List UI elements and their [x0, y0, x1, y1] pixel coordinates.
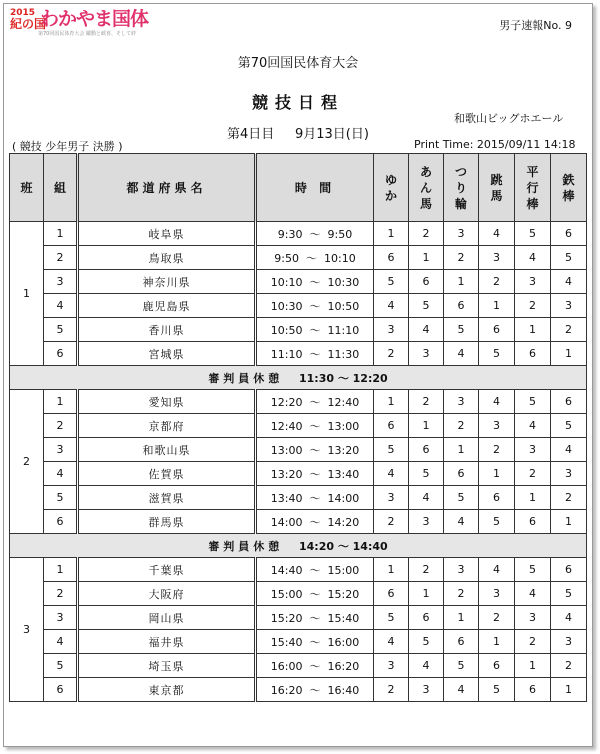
- break-time: 11:30 ～ 12:20: [298, 371, 388, 385]
- prefecture-cell: 和歌山県: [78, 438, 256, 462]
- kumi-cell: 6: [44, 510, 78, 534]
- floor-order-cell: 1: [374, 222, 409, 246]
- end-time: 11:30: [327, 347, 360, 361]
- header-char: 棒: [526, 196, 539, 211]
- day-label: 第4日目: [227, 127, 275, 142]
- start-time: 10:30: [270, 299, 303, 313]
- time-cell: 15:40 ～ 16:00: [256, 630, 374, 654]
- header-char: 馬: [419, 196, 432, 211]
- end-time: 15:20: [327, 587, 360, 601]
- end-time: 15:00: [327, 563, 360, 577]
- rings-order-cell: 5: [444, 318, 479, 342]
- kumi-cell: 3: [44, 606, 78, 630]
- pommel-order-cell: 4: [409, 318, 444, 342]
- rings-order-cell: 4: [444, 678, 479, 702]
- hbar-order-cell: 4: [551, 606, 587, 630]
- rings-order-cell: 4: [444, 342, 479, 366]
- header-char: り: [454, 180, 467, 195]
- kokutai-logo: [10, 8, 160, 37]
- time-cell: 12:20 ～ 12:40: [256, 390, 374, 414]
- time-cell: 15:20 ～ 15:40: [256, 606, 374, 630]
- rings-order-cell: 1: [444, 606, 479, 630]
- table-row: [10, 582, 587, 606]
- prefecture-cell: 岡山県: [78, 606, 256, 630]
- start-time: 10:10: [270, 275, 303, 289]
- end-time: 9:50: [327, 227, 353, 241]
- floor-order-cell: 1: [374, 390, 409, 414]
- time-cell: 14:40 ～ 15:00: [256, 558, 374, 582]
- header-vault: [479, 154, 515, 222]
- kumi-cell: 4: [44, 462, 78, 486]
- date-label: 9月13日(日): [294, 127, 369, 142]
- pbars-order-cell: 2: [515, 630, 551, 654]
- pommel-order-cell: 3: [409, 510, 444, 534]
- header-char: あ: [419, 164, 432, 179]
- pbars-order-cell: 4: [515, 582, 551, 606]
- floor-order-cell: 2: [374, 510, 409, 534]
- event-title: 第70回国民体育大会: [237, 56, 359, 71]
- floor-order-cell: 5: [374, 606, 409, 630]
- end-time: 14:00: [327, 491, 360, 505]
- header-han: 班: [10, 154, 44, 222]
- pbars-order-cell: 1: [515, 318, 551, 342]
- hbar-order-cell: 2: [551, 654, 587, 678]
- pbars-order-cell: 3: [515, 606, 551, 630]
- pbars-order-cell: 4: [515, 246, 551, 270]
- hbar-order-cell: 2: [551, 318, 587, 342]
- floor-order-cell: 3: [374, 486, 409, 510]
- prefecture-cell: 東京都: [78, 678, 256, 702]
- rings-order-cell: 2: [444, 414, 479, 438]
- rings-order-cell: 6: [444, 462, 479, 486]
- end-time: 10:30: [327, 275, 360, 289]
- kumi-cell: 5: [44, 486, 78, 510]
- venue: 和歌山ビッグホエール: [454, 112, 564, 125]
- floor-order-cell: 2: [374, 678, 409, 702]
- time-cell: 14:00 ～ 14:20: [256, 510, 374, 534]
- pommel-order-cell: 6: [409, 438, 444, 462]
- rings-order-cell: 1: [444, 438, 479, 462]
- kumi-cell: 3: [44, 438, 78, 462]
- pommel-order-cell: 6: [409, 606, 444, 630]
- kumi-cell: 1: [44, 390, 78, 414]
- header-parallel-bars: [515, 154, 551, 222]
- vault-order-cell: 3: [479, 414, 515, 438]
- prefecture-cell: 神奈川県: [78, 270, 256, 294]
- prefecture-cell: 京都府: [78, 414, 256, 438]
- table-row: [10, 510, 587, 534]
- schedule-table: [9, 153, 587, 702]
- pbars-order-cell: 6: [515, 678, 551, 702]
- prefecture-cell: 埼玉県: [78, 654, 256, 678]
- floor-order-cell: 1: [374, 558, 409, 582]
- time-cell: 13:00 ～ 13:20: [256, 438, 374, 462]
- vault-order-cell: 2: [479, 270, 515, 294]
- hbar-order-cell: 5: [551, 414, 587, 438]
- han-cell: 3: [10, 558, 44, 702]
- vault-order-cell: 4: [479, 222, 515, 246]
- hbar-order-cell: 3: [551, 294, 587, 318]
- floor-order-cell: 2: [374, 342, 409, 366]
- rings-order-cell: 6: [444, 630, 479, 654]
- pommel-order-cell: 1: [409, 414, 444, 438]
- table-row: [10, 654, 587, 678]
- hbar-order-cell: 6: [551, 222, 587, 246]
- kumi-cell: 1: [44, 222, 78, 246]
- table-header-row: [10, 154, 587, 222]
- floor-order-cell: 6: [374, 246, 409, 270]
- page-title: 競技日程: [251, 93, 344, 112]
- han-cell: 2: [10, 390, 44, 534]
- time-cell: 16:20 ～ 16:40: [256, 678, 374, 702]
- rings-order-cell: 4: [444, 510, 479, 534]
- pbars-order-cell: 1: [515, 654, 551, 678]
- vault-order-cell: 2: [479, 438, 515, 462]
- logo-kinokuni: 紀の国: [10, 17, 47, 31]
- break-label: 審判員休憩: [208, 371, 284, 385]
- start-time: 11:10: [270, 347, 303, 361]
- vault-order-cell: 1: [479, 630, 515, 654]
- vault-order-cell: 6: [479, 486, 515, 510]
- vault-order-cell: 6: [479, 318, 515, 342]
- hbar-order-cell: 6: [551, 558, 587, 582]
- time-cell: 10:50 ～ 11:10: [256, 318, 374, 342]
- end-time: 12:40: [327, 395, 360, 409]
- hbar-order-cell: 3: [551, 462, 587, 486]
- time-cell: 13:20 ～ 13:40: [256, 462, 374, 486]
- kumi-cell: 2: [44, 414, 78, 438]
- pommel-order-cell: 1: [409, 582, 444, 606]
- pommel-order-cell: 3: [409, 678, 444, 702]
- rings-order-cell: 5: [444, 654, 479, 678]
- header-char: ん: [419, 180, 432, 195]
- hbar-order-cell: 2: [551, 486, 587, 510]
- pommel-order-cell: 4: [409, 486, 444, 510]
- table-row: [10, 270, 587, 294]
- floor-order-cell: 3: [374, 654, 409, 678]
- header-floor: [374, 154, 409, 222]
- header-char: 棒: [562, 188, 575, 203]
- table-row: [10, 606, 587, 630]
- header-kumi: 組: [44, 154, 78, 222]
- floor-order-cell: 6: [374, 414, 409, 438]
- vault-order-cell: 1: [479, 294, 515, 318]
- bulletin-number: 男子速報No. 9: [499, 19, 572, 32]
- prefecture-cell: 愛知県: [78, 390, 256, 414]
- floor-order-cell: 6: [374, 582, 409, 606]
- header-pommel: [409, 154, 444, 222]
- table-row: [10, 438, 587, 462]
- break-cell: [10, 366, 587, 390]
- vault-order-cell: 3: [479, 582, 515, 606]
- pbars-order-cell: 1: [515, 486, 551, 510]
- rings-order-cell: 3: [444, 558, 479, 582]
- kumi-cell: 6: [44, 342, 78, 366]
- end-time: 10:50: [327, 299, 360, 313]
- header-rings: [444, 154, 479, 222]
- table-body: [10, 222, 587, 702]
- break-row: [10, 366, 587, 390]
- start-time: 16:00: [270, 659, 303, 673]
- print-time: Print Time: 2015/09/11 14:18: [414, 138, 576, 151]
- pbars-order-cell: 5: [515, 390, 551, 414]
- pommel-order-cell: 2: [409, 558, 444, 582]
- kumi-cell: 1: [44, 558, 78, 582]
- floor-order-cell: 4: [374, 630, 409, 654]
- pommel-order-cell: 4: [409, 654, 444, 678]
- vault-order-cell: 5: [479, 678, 515, 702]
- end-time: 13:20: [327, 443, 360, 457]
- pommel-order-cell: 6: [409, 270, 444, 294]
- break-row: [10, 534, 587, 558]
- vault-order-cell: 4: [479, 390, 515, 414]
- start-time: 14:00: [270, 515, 303, 529]
- end-time: 16:00: [327, 635, 360, 649]
- time-cell: 9:30 ～ 9:50: [256, 222, 374, 246]
- rings-order-cell: 1: [444, 270, 479, 294]
- header-horizontal-bar: [551, 154, 587, 222]
- prefecture-cell: 鳥取県: [78, 246, 256, 270]
- start-time: 12:40: [270, 419, 303, 433]
- rings-order-cell: 6: [444, 294, 479, 318]
- start-time: 10:50: [270, 323, 303, 337]
- header-char: 鉄: [562, 172, 575, 187]
- break-label: 審判員休憩: [208, 539, 284, 553]
- header-char: か: [384, 188, 397, 203]
- logo-year: 2015: [10, 8, 36, 18]
- floor-order-cell: 3: [374, 318, 409, 342]
- vault-order-cell: 1: [479, 462, 515, 486]
- floor-order-cell: 5: [374, 270, 409, 294]
- pbars-order-cell: 2: [515, 294, 551, 318]
- start-time: 13:00: [270, 443, 303, 457]
- pommel-order-cell: 2: [409, 222, 444, 246]
- time-cell: 11:10 ～ 11:30: [256, 342, 374, 366]
- hbar-order-cell: 4: [551, 270, 587, 294]
- header-char: 平: [526, 164, 539, 179]
- end-time: 13:40: [327, 467, 360, 481]
- table-row: [10, 342, 587, 366]
- header-prefecture: 都道府県名: [78, 154, 256, 222]
- pbars-order-cell: 4: [515, 414, 551, 438]
- prefecture-cell: 鹿児島県: [78, 294, 256, 318]
- prefecture-cell: 滋賀県: [78, 486, 256, 510]
- time-cell: 10:30 ～ 10:50: [256, 294, 374, 318]
- end-time: 13:00: [327, 419, 360, 433]
- prefecture-cell: 岐阜県: [78, 222, 256, 246]
- prefecture-cell: 香川県: [78, 318, 256, 342]
- pbars-order-cell: 3: [515, 270, 551, 294]
- vault-order-cell: 5: [479, 510, 515, 534]
- header-char: ゆ: [384, 172, 397, 187]
- table-row: [10, 318, 587, 342]
- floor-order-cell: 4: [374, 462, 409, 486]
- rings-order-cell: 3: [444, 390, 479, 414]
- header-char: 馬: [490, 188, 503, 203]
- table-row: [10, 390, 587, 414]
- start-time: 9:30: [277, 227, 303, 241]
- vault-order-cell: 6: [479, 654, 515, 678]
- start-time: 15:20: [270, 611, 303, 625]
- pbars-order-cell: 5: [515, 222, 551, 246]
- pbars-order-cell: 6: [515, 510, 551, 534]
- start-time: 15:40: [270, 635, 303, 649]
- vault-order-cell: 3: [479, 246, 515, 270]
- rings-order-cell: 2: [444, 246, 479, 270]
- hbar-order-cell: 1: [551, 342, 587, 366]
- pbars-order-cell: 2: [515, 462, 551, 486]
- kumi-cell: 3: [44, 270, 78, 294]
- pommel-order-cell: 1: [409, 246, 444, 270]
- hbar-order-cell: 6: [551, 390, 587, 414]
- hbar-order-cell: 1: [551, 678, 587, 702]
- floor-order-cell: 4: [374, 294, 409, 318]
- pommel-order-cell: 2: [409, 390, 444, 414]
- end-time: 11:10: [327, 323, 360, 337]
- prefecture-cell: 宮城県: [78, 342, 256, 366]
- kumi-cell: 6: [44, 678, 78, 702]
- table-row: [10, 222, 587, 246]
- start-time: 12:20: [270, 395, 303, 409]
- header-char: 輪: [454, 196, 467, 211]
- pbars-order-cell: 6: [515, 342, 551, 366]
- table-row: [10, 414, 587, 438]
- logo-wakayama-kokutai: わかやま国体: [40, 8, 149, 30]
- header-time: 時 間: [256, 154, 374, 222]
- break-time: 14:20 ～ 14:40: [298, 539, 388, 553]
- pbars-order-cell: 3: [515, 438, 551, 462]
- hbar-order-cell: 1: [551, 510, 587, 534]
- logo-tagline: 第70回国民体育大会 躍動と歓喜、そして絆: [38, 31, 136, 37]
- time-cell: 13:40 ～ 14:00: [256, 486, 374, 510]
- pommel-order-cell: 5: [409, 294, 444, 318]
- kumi-cell: 4: [44, 294, 78, 318]
- header-char: 跳: [490, 172, 503, 187]
- kumi-cell: 5: [44, 654, 78, 678]
- start-time: 9:50: [274, 251, 299, 265]
- kumi-cell: 4: [44, 630, 78, 654]
- time-cell: 16:00 ～ 16:20: [256, 654, 374, 678]
- table-row: [10, 294, 587, 318]
- kumi-cell: 2: [44, 246, 78, 270]
- header-char: つ: [454, 164, 467, 179]
- pommel-order-cell: 5: [409, 630, 444, 654]
- table-row: [10, 246, 587, 270]
- end-time: 10:10: [324, 251, 356, 265]
- table-row: [10, 486, 587, 510]
- start-time: 13:20: [270, 467, 303, 481]
- start-time: 13:40: [270, 491, 303, 505]
- prefecture-cell: 福井県: [78, 630, 256, 654]
- start-time: 14:40: [270, 563, 303, 577]
- kumi-cell: 5: [44, 318, 78, 342]
- pommel-order-cell: 3: [409, 342, 444, 366]
- prefecture-cell: 群馬県: [78, 510, 256, 534]
- time-cell: 15:00 ～ 15:20: [256, 582, 374, 606]
- table-row: [10, 558, 587, 582]
- vault-order-cell: 4: [479, 558, 515, 582]
- prefecture-cell: 大阪府: [78, 582, 256, 606]
- end-time: 15:40: [327, 611, 360, 625]
- break-cell: [10, 534, 587, 558]
- prefecture-cell: 佐賀県: [78, 462, 256, 486]
- rings-order-cell: 2: [444, 582, 479, 606]
- pommel-order-cell: 5: [409, 462, 444, 486]
- prefecture-cell: 千葉県: [78, 558, 256, 582]
- han-cell: 1: [10, 222, 44, 366]
- time-cell: 12:40 ～ 13:00: [256, 414, 374, 438]
- table-row: [10, 462, 587, 486]
- hbar-order-cell: 4: [551, 438, 587, 462]
- end-time: 14:20: [327, 515, 360, 529]
- rings-order-cell: 3: [444, 222, 479, 246]
- start-time: 15:00: [270, 587, 303, 601]
- category-label: ( 競技 少年男子 決勝 ): [12, 140, 123, 153]
- floor-order-cell: 5: [374, 438, 409, 462]
- time-cell: 9:50 ～ 10:10: [256, 246, 374, 270]
- table-row: [10, 678, 587, 702]
- table-row: [10, 630, 587, 654]
- pbars-order-cell: 5: [515, 558, 551, 582]
- hbar-order-cell: 3: [551, 630, 587, 654]
- hbar-order-cell: 5: [551, 246, 587, 270]
- header-char: 行: [526, 180, 539, 195]
- vault-order-cell: 5: [479, 342, 515, 366]
- end-time: 16:40: [327, 683, 360, 697]
- rings-order-cell: 5: [444, 486, 479, 510]
- start-time: 16:20: [270, 683, 303, 697]
- end-time: 16:20: [327, 659, 360, 673]
- vault-order-cell: 2: [479, 606, 515, 630]
- kumi-cell: 2: [44, 582, 78, 606]
- time-cell: 10:10 ～ 10:30: [256, 270, 374, 294]
- hbar-order-cell: 5: [551, 582, 587, 606]
